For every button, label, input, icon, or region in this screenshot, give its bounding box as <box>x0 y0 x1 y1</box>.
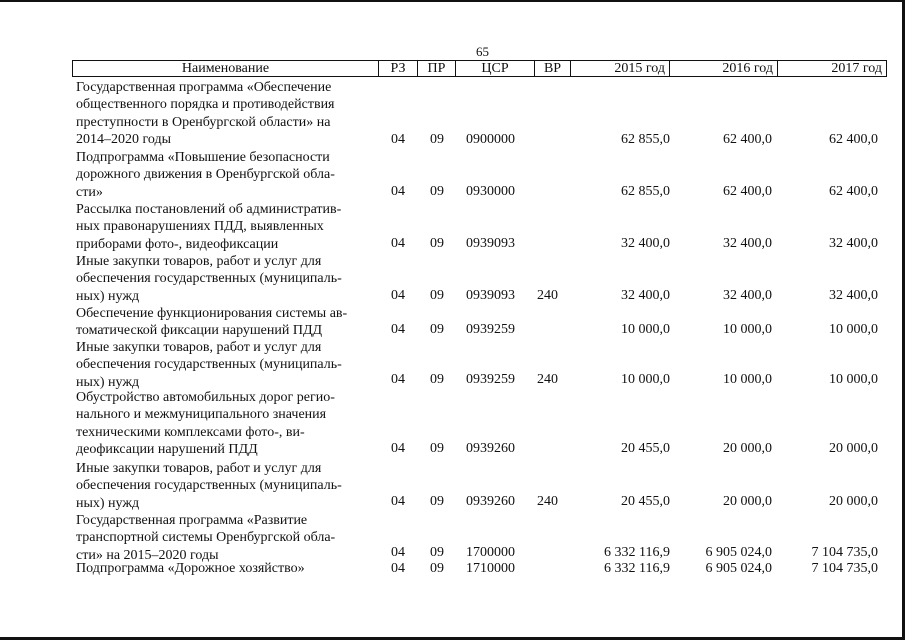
header-vr: ВР <box>535 61 571 76</box>
row-pr: 09 <box>430 441 444 456</box>
row-vr: 240 <box>537 494 558 509</box>
row-2016: 10 000,0 <box>723 372 772 387</box>
row-rz: 04 <box>391 236 405 251</box>
row-name: Рассылка постановлений об административ- ных правонарушениях ПДД, выявленных приборами фото-, видеофиксации <box>76 202 342 252</box>
row-2016: 32 400,0 <box>723 236 772 251</box>
row-name: Подпрограмма «Дорожное хозяйство» <box>76 561 305 576</box>
row-2017: 20 000,0 <box>829 441 878 456</box>
row-pr: 09 <box>430 322 444 337</box>
row-name: Иные закупки товаров, работ и услуг для обеспечения государственных (муниципаль- ных) нужд <box>76 461 342 511</box>
row-pr: 09 <box>430 545 444 560</box>
row-csr: 0939093 <box>466 288 515 303</box>
row-rz: 04 <box>391 322 405 337</box>
row-2015: 6 332 116,9 <box>604 545 670 560</box>
row-2015: 62 855,0 <box>621 132 670 147</box>
row-2017: 20 000,0 <box>829 494 878 509</box>
row-2015: 20 455,0 <box>621 494 670 509</box>
row-name: Государственная программа «Обеспечение общественного порядка и противодействия преступности в Оренбургской области» на 2014–2020 годы <box>76 80 335 148</box>
row-csr: 0939259 <box>466 322 515 337</box>
row-2016: 62 400,0 <box>723 132 772 147</box>
row-rz: 04 <box>391 545 405 560</box>
row-rz: 04 <box>391 494 405 509</box>
row-csr: 0930000 <box>466 184 515 199</box>
row-2017: 10 000,0 <box>829 322 878 337</box>
row-csr: 0939260 <box>466 494 515 509</box>
row-2017: 7 104 735,0 <box>811 545 878 560</box>
row-2016: 62 400,0 <box>723 184 772 199</box>
page-number: 65 <box>476 44 489 59</box>
row-pr: 09 <box>430 494 444 509</box>
row-2015: 6 332 116,9 <box>604 561 670 576</box>
row-csr: 1700000 <box>466 545 515 560</box>
row-rz: 04 <box>391 441 405 456</box>
row-2015: 20 455,0 <box>621 441 670 456</box>
row-2015: 32 400,0 <box>621 288 670 303</box>
header-rz: РЗ <box>379 61 418 76</box>
header-pr: ПР <box>418 61 456 76</box>
row-2015: 10 000,0 <box>621 372 670 387</box>
row-csr: 0939093 <box>466 236 515 251</box>
row-vr: 240 <box>537 372 558 387</box>
scan-edge-top <box>0 0 905 2</box>
row-2017: 32 400,0 <box>829 288 878 303</box>
header-csr: ЦСР <box>456 61 535 76</box>
row-csr: 0939259 <box>466 372 515 387</box>
header-2017: 2017 год <box>831 61 882 76</box>
row-2015: 62 855,0 <box>621 184 670 199</box>
table-header <box>72 60 887 77</box>
row-pr: 09 <box>430 184 444 199</box>
row-name: Обеспечение функционирования системы ав- томатической фиксации нарушений ПДД <box>76 306 348 339</box>
row-pr: 09 <box>430 288 444 303</box>
row-name: Обустройство автомобильных дорог регио- нального и межмуниципального значения техническими комплексами фото-, ви- деофиксации нарушений ПДД <box>76 390 335 458</box>
header-name: Наименование <box>73 61 379 76</box>
row-2015: 10 000,0 <box>621 322 670 337</box>
row-2017: 32 400,0 <box>829 236 878 251</box>
header-2015: 2015 год <box>571 61 670 76</box>
row-csr: 0900000 <box>466 132 515 147</box>
row-name: Государственная программа «Развитие транспортной системы Оренбургской обла- сти» на 2015–2020 годы <box>76 513 336 563</box>
row-2017: 62 400,0 <box>829 132 878 147</box>
row-pr: 09 <box>430 561 444 576</box>
row-rz: 04 <box>391 184 405 199</box>
row-pr: 09 <box>430 132 444 147</box>
row-2017: 10 000,0 <box>829 372 878 387</box>
row-pr: 09 <box>430 372 444 387</box>
row-csr: 0939260 <box>466 441 515 456</box>
row-rz: 04 <box>391 561 405 576</box>
row-rz: 04 <box>391 372 405 387</box>
row-name: Подпрограмма «Повышение безопасности дорожного движения в Оренбургской обла- сти» <box>76 150 335 200</box>
row-name: Иные закупки товаров, работ и услуг для обеспечения государственных (муниципаль- ных) нужд <box>76 340 342 390</box>
row-2016: 20 000,0 <box>723 494 772 509</box>
row-2015: 32 400,0 <box>621 236 670 251</box>
row-2017: 7 104 735,0 <box>811 561 878 576</box>
row-2016: 6 905 024,0 <box>705 545 772 560</box>
row-csr: 1710000 <box>466 561 515 576</box>
row-pr: 09 <box>430 236 444 251</box>
row-2016: 10 000,0 <box>723 322 772 337</box>
row-name: Иные закупки товаров, работ и услуг для обеспечения государственных (муниципаль- ных) нужд <box>76 254 342 304</box>
row-vr: 240 <box>537 288 558 303</box>
header-2016: 2016 год <box>670 61 778 76</box>
row-2017: 62 400,0 <box>829 184 878 199</box>
row-rz: 04 <box>391 132 405 147</box>
row-2016: 20 000,0 <box>723 441 772 456</box>
row-2016: 32 400,0 <box>723 288 772 303</box>
row-2016: 6 905 024,0 <box>705 561 772 576</box>
row-rz: 04 <box>391 288 405 303</box>
